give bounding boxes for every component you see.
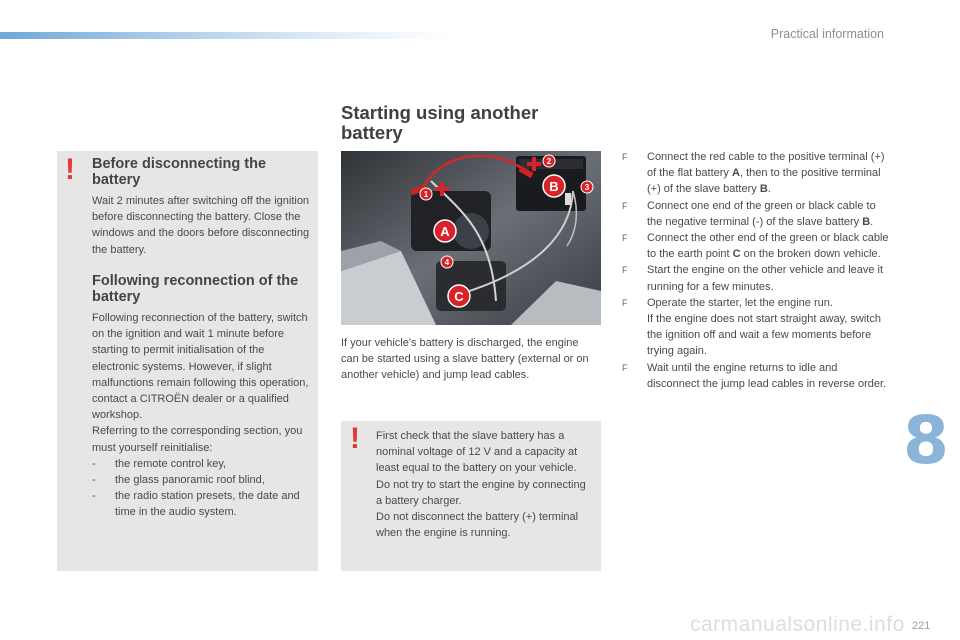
list-item: F Connect one end of the green or black cable to the negative terminal (-) of the slave battery B. — [622, 199, 876, 228]
list-item: - the radio station presets, the date and time in the audio system. — [92, 488, 314, 520]
list-item: F Start the engine on the other vehicle and leave it running for a few minutes. — [622, 264, 884, 293]
bullet-flag-icon: F — [622, 233, 628, 244]
warning-line: First check that the slave battery has a nominal voltage of 12 V and a capacity at least equal to the battery on your vehicle. — [376, 430, 578, 475]
paragraph-reconnection — [92, 310, 314, 521]
list-item: F Connect the red cable to the positive terminal (+) of the flat battery A, then to the positive terminal (+) of the slave battery B. — [622, 151, 885, 196]
jump-start-diagram — [341, 151, 601, 325]
engine-bay-illustration — [341, 151, 601, 325]
page-number: 221 — [912, 620, 931, 632]
section-title: Practical information — [770, 27, 884, 41]
jump-start-steps — [621, 149, 889, 392]
heading-before-disconnecting: Before disconnecting the battery — [92, 156, 267, 188]
marker-4-label: 4 — [444, 258, 450, 267]
bullet-flag-icon: F — [622, 362, 628, 373]
warning-exclamation-icon: ! — [65, 153, 75, 186]
bullet-flag-icon: F — [622, 297, 628, 308]
bullet-flag-icon: F — [622, 265, 628, 276]
warning-line: Do not try to start the engine by connecting a battery charger. — [376, 478, 586, 507]
warning-text — [376, 428, 594, 541]
chapter-number: 8 — [903, 402, 949, 479]
list-item: - the glass panoramic roof blind, — [92, 472, 314, 488]
watermark-text: carmanualsonline.info — [690, 613, 905, 636]
marker-3-label: 3 — [584, 183, 590, 192]
reconnection-text: Following reconnection of the battery, switch on the ignition and wait 1 minute before starting to permit initialisation of the electronic systems. However, if slight malfunctions remain following this operation, contact a CITROËN dealer or a qualified workshop. — [92, 312, 309, 422]
list-item: F Connect the other end of the green or black cable to the earth point C on the broken down vehicle. — [622, 232, 889, 261]
reinitialise-intro: Referring to the corresponding section, you must yourself reinitialise: — [92, 425, 303, 454]
heading-following-reconnection: Following reconnection of the battery — [92, 273, 299, 305]
intro-paragraph: If your vehicle's battery is discharged, the engine can be started using a slave battery (external or on another vehicle) and jump lead cables. — [341, 337, 589, 382]
warning-line: Do not disconnect the battery (+) terminal when the engine is running. — [376, 511, 579, 540]
bullet-flag-icon: F — [622, 152, 628, 162]
list-item: - the remote control key, — [92, 456, 314, 472]
marker-a-label: A — [440, 224, 450, 239]
marker-2-label: 2 — [546, 157, 552, 166]
warning-exclamation-icon: ! — [350, 422, 360, 455]
bullet-flag-icon: F — [622, 200, 628, 211]
marker-c-label: C — [454, 289, 464, 304]
marker-b-label: B — [549, 179, 559, 194]
list-item: F Wait until the engine returns to idle and disconnect the jump lead cables in reverse order. — [622, 361, 887, 390]
marker-1-label: 1 — [423, 190, 429, 199]
paragraph-before-disconnecting: Wait 2 minutes after switching off the ignition before disconnecting the battery. Close the windows and the doors before disconnecting the battery. — [92, 195, 310, 256]
page-title: Starting using another battery — [341, 102, 539, 143]
header-accent-bar — [0, 32, 450, 39]
list-item: F Operate the starter, let the engine run. If the engine does not start straight away, switch the ignition off and wait a few moments before trying again. — [622, 296, 881, 358]
reinitialise-list — [92, 456, 314, 521]
